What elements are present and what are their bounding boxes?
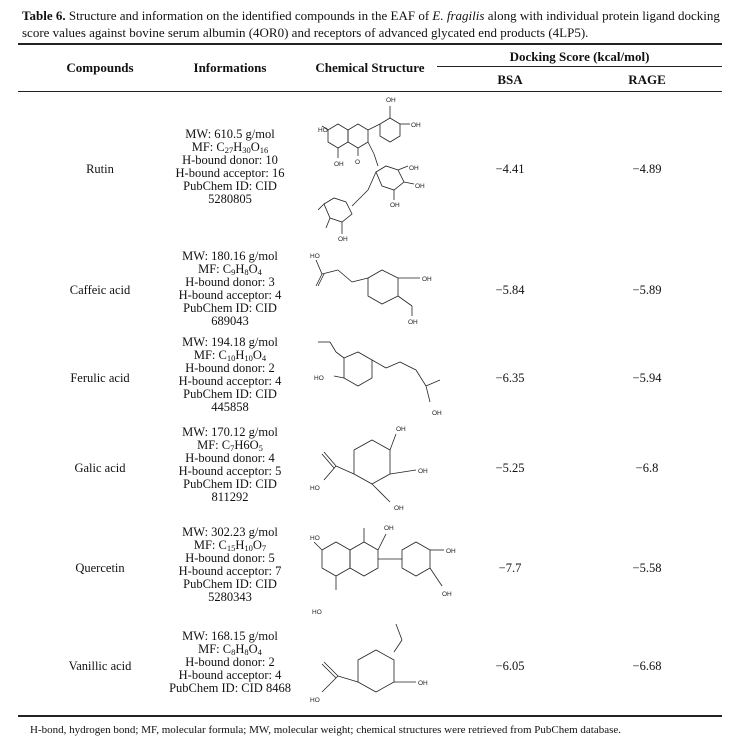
rutin-oh-label-4: OH <box>409 165 419 172</box>
docking-bsa: −6.05 <box>495 659 525 673</box>
rutin-o-label: O <box>355 159 361 166</box>
caption-species: E. fragilis <box>432 8 485 23</box>
mf-part: 10 <box>244 353 253 363</box>
mf-part: 4 <box>257 647 262 657</box>
compound-info <box>150 426 310 504</box>
info-acceptor: H-bound acceptor: 16 <box>175 166 285 180</box>
caffeic-oh-label-2: OH <box>408 319 418 326</box>
header-bottom-rule <box>18 91 722 92</box>
compound-name: Galic acid <box>74 461 126 475</box>
info-donor: H-bound donor: 2 <box>185 655 275 669</box>
caffeic-ho-label: HO <box>310 253 320 260</box>
header-docking: Docking Score (kcal/mol) <box>509 49 650 64</box>
mf-prefix: MF: <box>198 262 223 276</box>
info-mw: MW: 194.18 g/mol <box>182 335 278 349</box>
info-donor: H-bound donor: 4 <box>185 451 275 465</box>
info-pubchem2: 445858 <box>211 400 249 414</box>
caffeic-acid-structure <box>308 250 458 330</box>
caffeic-oh-label-1: OH <box>422 276 432 283</box>
compound-info <box>150 250 310 328</box>
mf-part: O <box>248 262 258 276</box>
quercetin-oh-label-3: OH <box>442 591 452 598</box>
rutin-oh-label-2: OH <box>411 122 421 129</box>
table-label: Table 6. <box>22 8 66 23</box>
mf-part: 10 <box>226 353 236 363</box>
info-mw: MW: 302.23 g/mol <box>182 525 278 539</box>
header-informations: Informations <box>193 60 267 75</box>
compound-info <box>150 526 310 604</box>
mf-part: 27 <box>224 145 234 155</box>
compound-name: Quercetin <box>75 561 125 575</box>
mf-part: H6O <box>234 438 259 452</box>
info-pubchem1: PubChem ID: CID <box>183 387 277 401</box>
mf-part: O <box>250 140 260 154</box>
mf-part: C <box>218 348 227 362</box>
mf-part: 4 <box>261 353 267 363</box>
header-rage: RAGE <box>628 72 666 87</box>
mf-part: C <box>218 538 227 552</box>
mf-part: 7 <box>261 543 267 553</box>
docking-bsa: −4.41 <box>495 162 525 176</box>
info-acceptor: H-bound acceptor: 4 <box>178 668 282 682</box>
info-donor: H-bound donor: 10 <box>182 153 278 167</box>
rutin-structure <box>318 94 438 244</box>
ferulic-oh-label: OH <box>432 410 442 417</box>
info-pubchem1: PubChem ID: CID <box>183 477 277 491</box>
mf-part: C <box>216 140 225 154</box>
mf-part: H <box>235 262 245 276</box>
info-mw: MW: 180.16 g/mol <box>182 249 278 263</box>
mf-part: 7 <box>230 443 235 453</box>
docking-bsa: −7.7 <box>498 561 522 575</box>
mf-prefix: MF: <box>193 348 219 362</box>
mf-part: C <box>221 438 231 452</box>
info-acceptor: H-bound acceptor: 5 <box>178 464 282 478</box>
mf-part: H <box>235 642 245 656</box>
table-caption <box>22 7 722 41</box>
ferulic-acid-structure <box>308 336 458 420</box>
compound-name: Vanillic acid <box>68 659 132 673</box>
quercetin-oh-label-2: OH <box>446 548 456 555</box>
compound-info <box>150 630 310 695</box>
info-mw: MW: 168.15 g/mol <box>182 629 278 643</box>
mf-part: H <box>235 538 245 552</box>
info-mw: MW: 610.5 g/mol <box>185 127 275 141</box>
vanillic-acid-structure <box>308 620 458 714</box>
top-rule <box>18 43 722 45</box>
mf-part: C <box>222 642 232 656</box>
docking-rage: −5.94 <box>632 371 662 385</box>
galic-acid-structure <box>308 422 458 514</box>
mf-part: H <box>235 348 245 362</box>
docking-rage: −6.68 <box>632 659 662 673</box>
docking-bsa: −5.25 <box>495 461 525 475</box>
table-footnote: H-bond, hydrogen bond; MF, molecular formula; MW, molecular weight; chemical structures were retrieved from PubChem database. <box>30 724 622 736</box>
rutin-oh-label-1: OH <box>386 97 396 104</box>
info-pubchem2: 689043 <box>211 314 249 328</box>
rutin-oh-label-6: OH <box>390 202 400 209</box>
info-pubchem1: PubChem ID: CID <box>183 577 277 591</box>
quercetin-ho-label-2: HO <box>312 609 322 616</box>
compound-name: Rutin <box>86 162 114 176</box>
mf-part: 10 <box>244 543 253 553</box>
info-pubchem2: 5280805 <box>208 192 252 206</box>
docking-bsa: −6.35 <box>495 371 525 385</box>
header-compounds: Compounds <box>66 60 134 75</box>
mf-part: C <box>222 262 232 276</box>
docking-rage: −6.8 <box>635 461 659 475</box>
ferulic-ho-label: HO <box>314 375 324 382</box>
mf-part: 15 <box>226 543 236 553</box>
info-pubchem2: 5280343 <box>208 590 252 604</box>
docking-rage: −5.89 <box>632 283 662 297</box>
info-pubchem2: 811292 <box>211 490 249 504</box>
vanillic-oh-label: OH <box>418 680 428 687</box>
galic-oh-label-3: OH <box>394 505 404 512</box>
mf-part: 16 <box>259 145 269 155</box>
mf-part: 8 <box>244 267 249 277</box>
quercetin-structure <box>308 520 478 620</box>
compound-name: Ferulic acid <box>70 371 130 385</box>
mf-part: 4 <box>257 267 262 277</box>
info-donor: H-bound donor: 2 <box>185 361 275 375</box>
mf-prefix: MF: <box>193 538 219 552</box>
info-pubchem1: PubChem ID: CID 8468 <box>169 681 291 695</box>
mf-part: O <box>252 538 262 552</box>
mf-prefix: MF: <box>197 438 222 452</box>
galic-oh-label-2: OH <box>418 468 428 475</box>
info-donor: H-bound donor: 3 <box>185 275 275 289</box>
compound-info <box>150 336 310 414</box>
info-acceptor: H-bound acceptor: 4 <box>178 374 282 388</box>
mf-prefix: MF: <box>191 140 217 154</box>
mf-part: O <box>248 642 258 656</box>
mf-part: O <box>252 348 262 362</box>
mf-part: 30 <box>242 145 251 155</box>
info-pubchem1: PubChem ID: CID <box>183 179 277 193</box>
mf-part: H <box>233 140 243 154</box>
docking-sub-rule <box>437 66 722 67</box>
galic-oh-label-1: OH <box>396 426 406 433</box>
caption-text-1: Structure and information on the identified compounds in the EAF of <box>65 8 433 23</box>
header-structure: Chemical Structure <box>315 60 425 75</box>
rutin-oh-label-5: OH <box>415 183 425 190</box>
header-bsa: BSA <box>497 72 523 87</box>
mf-part: 8 <box>231 647 236 657</box>
mf-prefix: MF: <box>198 642 223 656</box>
info-mw: MW: 170.12 g/mol <box>182 425 278 439</box>
compound-info <box>150 128 310 206</box>
info-donor: H-bound donor: 5 <box>185 551 275 565</box>
quercetin-ho-label-1: HO <box>310 535 320 542</box>
caption-text-2: along with individual protein ligand docking score values against bovine serum albumin (4OR0) and receptors of advanced glycated end products (4LP5). <box>22 8 720 40</box>
docking-rage: −5.58 <box>632 561 662 575</box>
rutin-ho-label: HO <box>318 127 328 134</box>
mf-part: 9 <box>231 267 236 277</box>
bottom-rule <box>18 715 722 717</box>
docking-bsa: −5.84 <box>495 283 525 297</box>
vanillic-ho-label: HO <box>310 697 320 704</box>
mf-part: 5 <box>258 443 263 453</box>
info-acceptor: H-bound acceptor: 7 <box>178 564 282 578</box>
docking-rage: −4.89 <box>632 162 662 176</box>
rutin-oh-label-7: OH <box>338 236 348 243</box>
quercetin-oh-label-1: OH <box>384 525 394 532</box>
galic-ho-label: HO <box>310 485 320 492</box>
compound-name: Caffeic acid <box>69 283 131 297</box>
info-pubchem1: PubChem ID: CID <box>183 301 277 315</box>
rutin-oh-label-3: OH <box>334 161 344 168</box>
mf-part: 8 <box>244 647 249 657</box>
info-acceptor: H-bound acceptor: 4 <box>178 288 282 302</box>
